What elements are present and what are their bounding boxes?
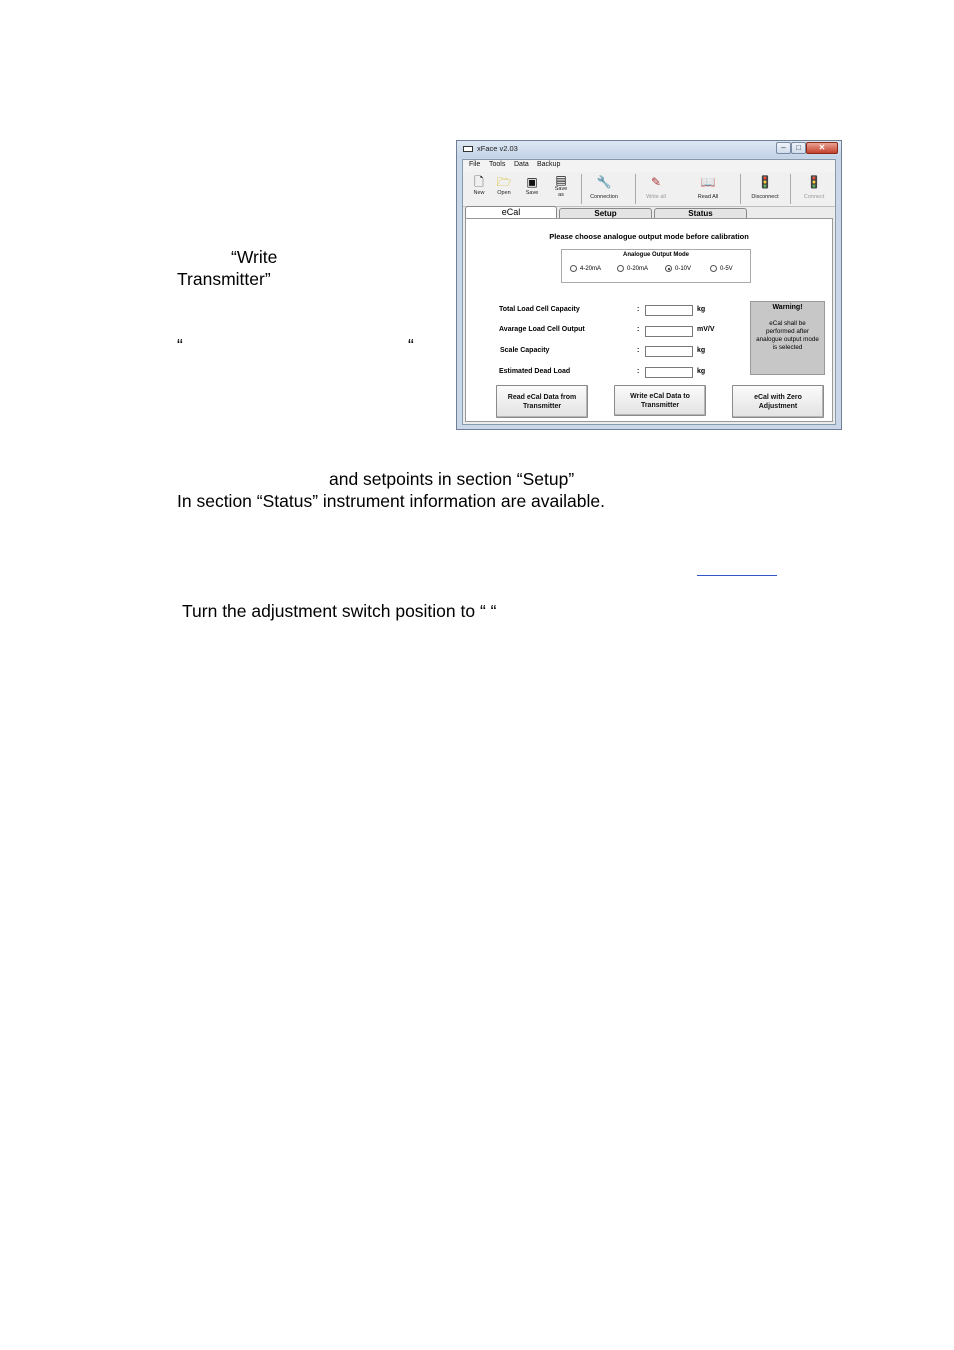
disconnect-button[interactable] [747, 174, 783, 200]
connection-label: Connection [590, 194, 618, 200]
analogue-output-mode-group [561, 249, 751, 283]
total-load-cell-capacity-input[interactable] [645, 305, 693, 316]
doc-text-status: In section “Status” instrument information are available. [177, 491, 605, 511]
radio-selected-icon [665, 265, 672, 272]
doc-text-write: “Write [231, 247, 278, 267]
toolbar-separator [790, 174, 791, 204]
wrench-icon: 🔧 [596, 175, 612, 189]
title-bar[interactable] [457, 141, 841, 158]
window-title: xFace v2.03 [477, 144, 518, 153]
warning-title: Warning! [772, 304, 803, 311]
open-button[interactable] [493, 174, 515, 196]
scale-capacity-input[interactable] [645, 346, 693, 357]
field-colon: : [637, 326, 640, 333]
client-area [462, 159, 836, 425]
radio-circle-icon [710, 265, 717, 272]
read-all-button[interactable] [695, 174, 721, 200]
unit-kg: kg [697, 347, 706, 354]
label-estimated-dead-load: Estimated Dead Load [499, 368, 571, 375]
ecal-panel [465, 218, 833, 422]
radio-4-20ma[interactable] [570, 265, 601, 272]
open-label: Open [497, 190, 511, 196]
unit-kg: kg [697, 306, 706, 313]
radio-circle-icon [570, 265, 577, 272]
warning-box [750, 301, 825, 375]
ecal-zero-adjustment-button[interactable]: eCal with Zero Adjustment [732, 385, 824, 418]
write-all-icon: ✎ [650, 175, 662, 189]
traffic-light-red-icon: 🚦 [757, 175, 773, 189]
new-button[interactable] [469, 174, 489, 196]
label-scale-capacity: Scale Capacity [500, 347, 550, 354]
toolbar-separator [635, 174, 636, 204]
doc-text-transmitter: Transmitter” [177, 269, 271, 289]
save-as-label: Save as [554, 186, 568, 198]
field-colon: : [637, 368, 640, 375]
new-label: New [473, 190, 485, 196]
connection-button[interactable] [587, 174, 621, 200]
radio-0-5v[interactable] [710, 265, 733, 272]
radio-label: 4-20mA [580, 266, 602, 273]
book-icon: 📖 [700, 175, 716, 189]
tab-setup[interactable]: Setup [559, 208, 652, 219]
label-average-load-cell-output: Avarage Load Cell Output [499, 326, 585, 333]
ecal-heading: Please choose analogue output mode before calibration [549, 232, 749, 241]
write-all-label: Write all [646, 194, 666, 200]
menu-backup[interactable]: Backup [537, 161, 561, 168]
label-total-load-cell-capacity: Total Load Cell Capacity [499, 306, 580, 313]
radio-0-10v[interactable] [665, 265, 691, 272]
menu-tools[interactable]: Tools [489, 161, 506, 168]
toolbar [463, 172, 835, 207]
write-ecal-data-button[interactable]: Write eCal Data to Transmitter [614, 385, 706, 416]
app-icon [463, 146, 473, 152]
save-button[interactable] [521, 174, 543, 196]
radio-label: 0-20mA [627, 266, 649, 273]
save-disk-icon: ▣ [526, 175, 538, 189]
field-colon: : [637, 347, 640, 354]
write-all-button[interactable] [643, 174, 669, 200]
hyperlink-underline[interactable] [697, 575, 777, 576]
tab-ecal[interactable]: eCal [465, 206, 557, 219]
toolbar-separator [740, 174, 741, 204]
maximize-button[interactable]: □ [791, 142, 806, 154]
unit-kg: kg [697, 368, 706, 375]
save-as-button[interactable] [551, 174, 571, 198]
read-all-label: Read All [697, 194, 719, 200]
menu-data[interactable]: Data [514, 161, 529, 168]
xface-window [456, 140, 842, 430]
doc-quote-left: “ [177, 335, 183, 355]
doc-text-setpoints: and setpoints in section “Setup” [329, 469, 575, 489]
read-ecal-data-button[interactable]: Read eCal Data from Transmitter [496, 385, 588, 418]
mode-group-title: Analogue Output Mode [623, 252, 689, 258]
field-colon: : [637, 306, 640, 313]
disconnect-label: Disconnect [751, 194, 779, 200]
radio-label: 0-10V [675, 266, 692, 273]
menu-file[interactable]: File [469, 161, 481, 168]
connect-label: Connect [803, 194, 825, 200]
traffic-light-green-icon: 🚦 [806, 175, 822, 189]
tab-status[interactable]: Status [654, 208, 747, 219]
connect-button[interactable] [799, 174, 829, 200]
radio-circle-icon [617, 265, 624, 272]
save-label: Save [525, 190, 539, 196]
toolbar-separator [581, 174, 582, 204]
open-folder-icon: 🗁 [496, 175, 512, 189]
save-as-icon: ▤ [555, 173, 567, 187]
new-file-icon: 🗋 [474, 175, 484, 189]
radio-label: 0-5V [720, 266, 733, 273]
radio-0-20ma[interactable] [617, 265, 648, 272]
minimize-button[interactable]: – [776, 142, 791, 154]
doc-quote-right: “ [408, 335, 414, 355]
close-button[interactable]: ✕ [806, 142, 838, 154]
unit-mv-v: mV/V [697, 326, 715, 333]
warning-body: eCal shall be performed after analogue output mode is selected [756, 320, 819, 351]
average-load-cell-output-input[interactable] [645, 326, 693, 337]
estimated-dead-load-input[interactable] [645, 367, 693, 378]
doc-text-adjustment: Turn the adjustment switch position to “ “ [182, 601, 497, 621]
